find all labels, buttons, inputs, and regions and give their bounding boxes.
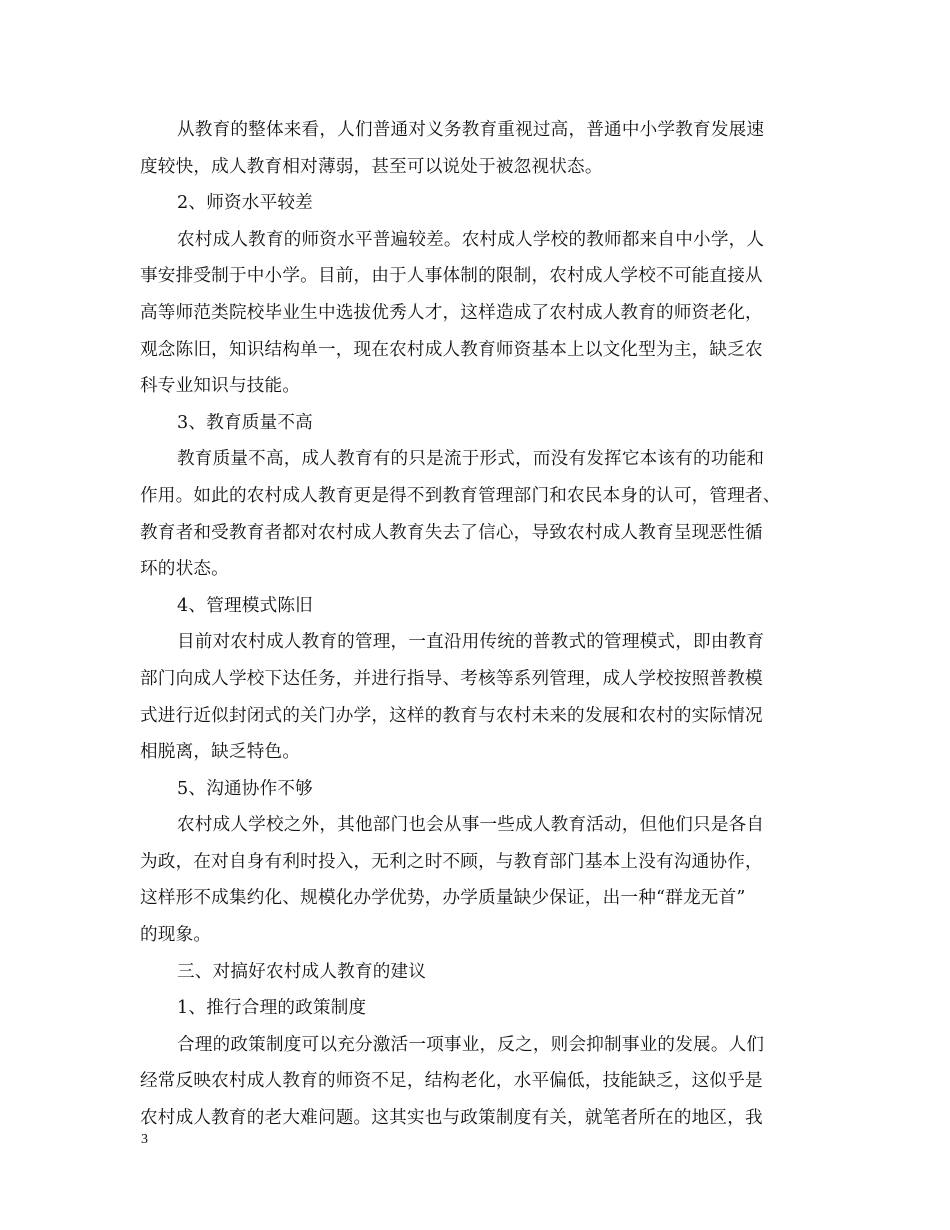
paragraph-line: 部门向成人学校下达任务，并进行指导、考核等系列管理，成人学校按照普教模 [140, 668, 763, 689]
section-heading: 2、师资水平较差 [177, 193, 313, 214]
paragraph-line: 高等师范类院校毕业生中选拔优秀人才，这样造成了农村成人教育的师资老化， [140, 302, 763, 323]
paragraph-line: 农村成人教育的老大难问题。这其实也与政策制度有关，就笔者所在的地区，我 [140, 1108, 763, 1129]
document-body [140, 112, 820, 1137]
paragraph-line: 这样形不成集约化、规模化办学优势，办学质量缺少保证，出一种“群龙无首” [140, 888, 746, 909]
paragraph-line: 经常反映农村成人教育的师资不足，结构老化，水平偏低，技能缺乏，这似乎是 [140, 1071, 763, 1092]
paragraph-line: 农村成人学校之外，其他部门也会从事一些成人教育活动，但他们只是各自 [177, 815, 765, 836]
paragraph-line: 从教育的整体来看，人们普通对义务教育重视过高，普通中小学教育发展速 [177, 120, 765, 140]
paragraph-line: 教育者和受教育者都对农村成人教育失去了信心，导致农村成人教育呈现恶性循 [140, 522, 763, 543]
section-heading: 三、对搞好农村成人教育的建议 [177, 961, 427, 982]
paragraph-line: 合理的政策制度可以充分激活一项事业，反之，则会抑制事业的发展。人们 [177, 1034, 765, 1055]
section-heading: 5、沟通协作不够 [177, 778, 313, 799]
paragraph-line: 观念陈旧，知识结构单一，现在农村成人教育师资基本上以文化型为主，缺乏农 [140, 339, 763, 360]
page-number: 3 [141, 1132, 148, 1147]
paragraph-line: 作用。如此的农村成人教育更是得不到教育管理部门和农民本身的认可，管理者、 [140, 485, 781, 506]
section-heading: 1、推行合理的政策制度 [177, 998, 367, 1019]
paragraph-line: 农村成人教育的师资水平普遍较差。农村成人学校的教师都来自中小学，人 [177, 229, 765, 250]
paragraph-line: 教育质量不高，成人教育有的只是流于形式，而没有发挥它本该有的功能和 [177, 449, 765, 470]
paragraph-line: 相脱离，缺乏特色。 [140, 742, 301, 763]
paragraph-line: 目前对农村成人教育的管理，一直沿用传统的普教式的管理模式，即由教育 [177, 632, 765, 653]
paragraph-line: 环的状态。 [140, 559, 229, 580]
section-heading: 4、管理模式陈旧 [177, 595, 313, 616]
paragraph-line: 为政，在对自身有利时投入，无利之时不顾，与教育部门基本上没有沟通协作， [140, 851, 763, 872]
paragraph-line: 度较快，成人教育相对薄弱，甚至可以说处于被忽视状态。 [140, 156, 603, 177]
section-heading: 3、教育质量不高 [177, 412, 313, 433]
paragraph-line: 的现象。 [140, 925, 212, 946]
paragraph-line: 事安排受制于中小学。目前，由于人事体制的限制，农村成人学校不可能直接从 [140, 266, 763, 287]
paragraph-line: 科专业知识与技能。 [140, 376, 301, 397]
paragraph-line: 式进行近似封闭式的关门办学，这样的教育与农村未来的发展和农村的实际情况 [140, 705, 763, 726]
